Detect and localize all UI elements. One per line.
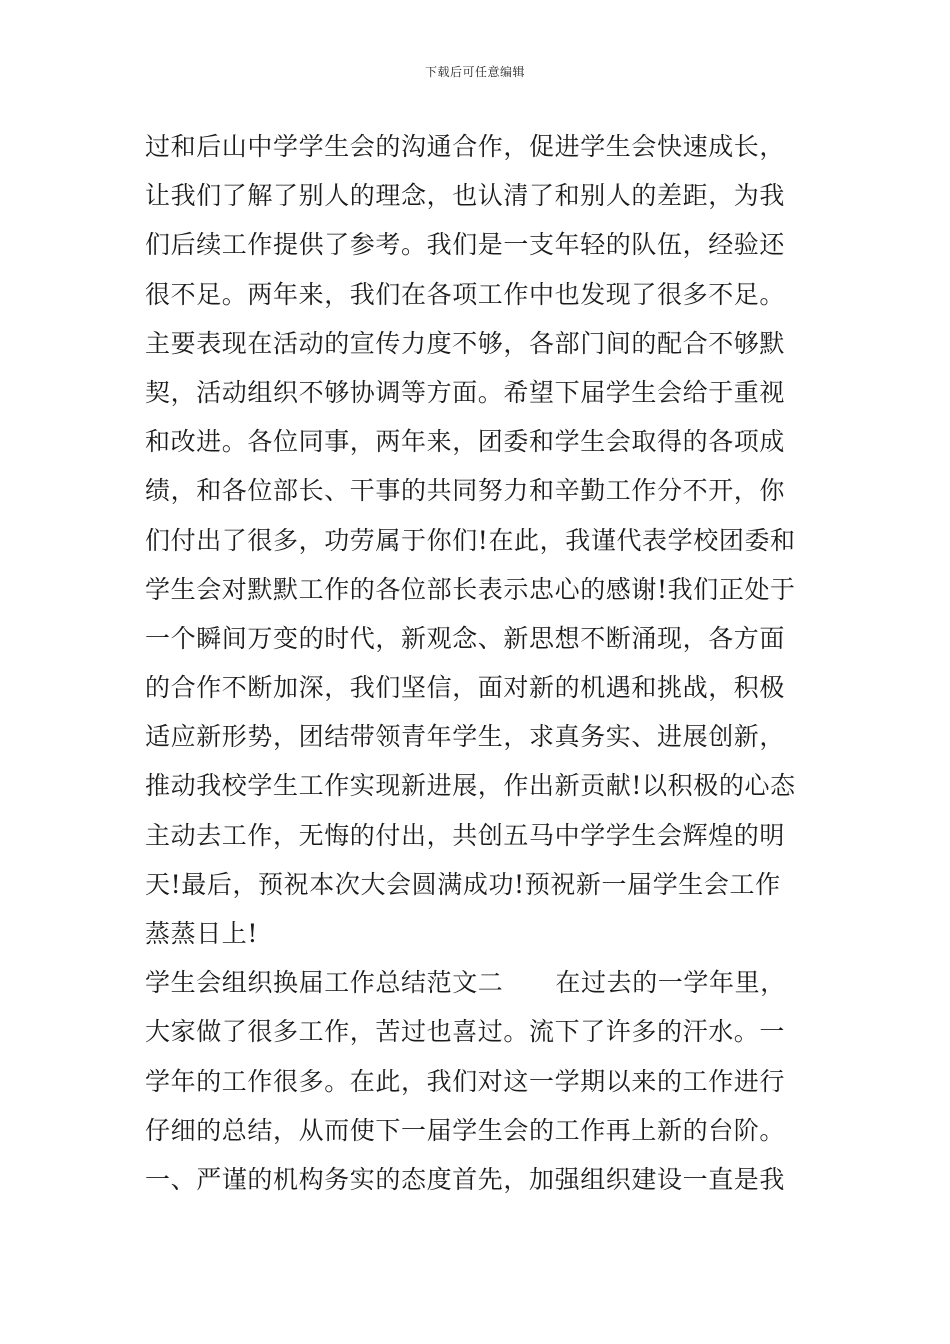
text-line: 推动我校学生工作实现新进展，作出新贡献!以积极的心态 (145, 771, 796, 801)
text-line: 和改进。各位同事，两年来，团委和学生会取得的各项成 (145, 427, 786, 457)
text-line: 主动去工作，无悔的付出，共创五马中学学生会辉煌的明 (145, 820, 786, 850)
text-line: 适应新形势，团结带领青年学生，求真务实、进展创新， (145, 722, 786, 752)
text-line: 一个瞬间万变的时代，新观念、新思想不断涌现，各方面 (145, 623, 786, 653)
text-line: 学年的工作很多。在此，我们对这一学期以来的工作进行 (145, 1066, 786, 1096)
section-intro: 在过去的一学年里， (555, 968, 786, 998)
text-line: 大家做了很多工作，苦过也喜过。流下了许多的汗水。一 (145, 1017, 786, 1047)
document-body (145, 122, 810, 1204)
text-line: 们付出了很多，功劳属于你们!在此，我谨代表学校团委和 (145, 525, 796, 555)
text-line: 很不足。两年来，我们在各项工作中也发现了很多不足。 (145, 279, 786, 309)
text-line: 一、严谨的机构务实的态度首先，加强组织建设一直是我 (145, 1164, 786, 1194)
section-title: 学生会组织换届工作总结范文二 (145, 968, 504, 998)
text-line: 蒸蒸日上! (145, 919, 259, 948)
section-heading-line (145, 958, 810, 1007)
text-line: 主要表现在活动的宣传力度不够，各部门间的配合不够默 (145, 328, 786, 358)
text-line: 让我们了解了别人的理念，也认清了和别人的差距，为我 (145, 181, 786, 211)
text-line: 过和后山中学学生会的沟通合作，促进学生会快速成长， (145, 132, 786, 161)
text-line: 天!最后，预祝本次大会圆满成功!预祝新一届学生会工作 (145, 869, 781, 899)
text-line: 们后续工作提供了参考。我们是一支年轻的队伍，经验还 (145, 230, 786, 260)
text-line: 绩，和各位部长、干事的共同努力和辛勤工作分不开，你 (145, 476, 786, 506)
text-line: 的合作不断加深，我们坚信，面对新的机遇和挑战，积极 (145, 673, 786, 703)
text-line: 学生会对默默工作的各位部长表示忠心的感谢!我们正处于 (145, 574, 796, 604)
text-line: 仔细的总结，从而使下一届学生会的工作再上新的台阶。 (145, 1115, 786, 1145)
page-header: 下载后可任意编辑 (424, 65, 525, 79)
text-line: 契，活动组织不够协调等方面。希望下届学生会给于重视 (145, 377, 786, 407)
